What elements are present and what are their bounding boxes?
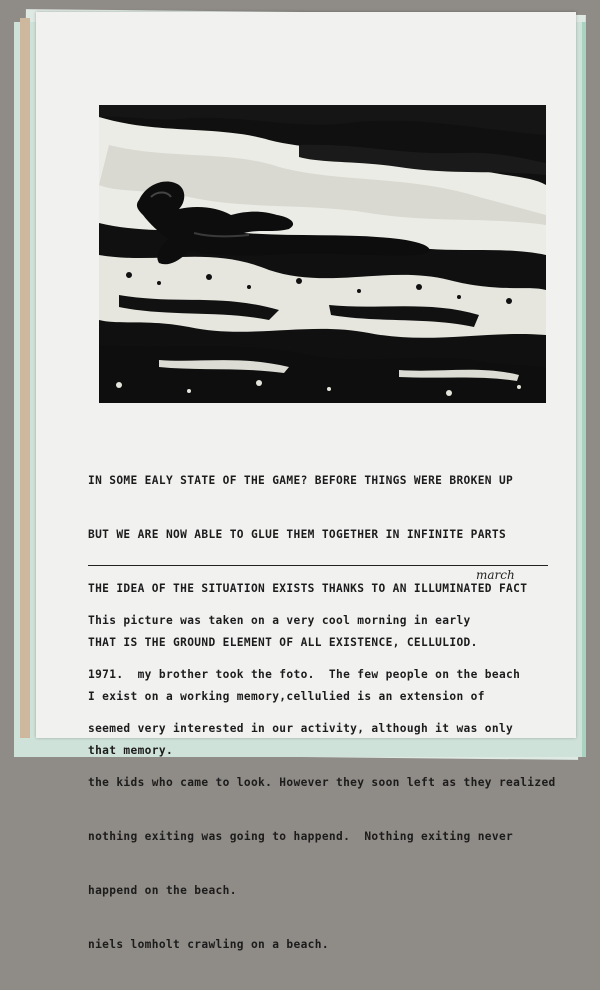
caption-line: that memory. — [88, 744, 174, 757]
photo-image — [99, 105, 546, 403]
photocopied-beach-photo — [99, 105, 546, 403]
caption-line: THE IDEA OF THE SITUATION EXISTS THANKS TO AN ILLUMINATED FACT — [88, 582, 528, 595]
handwritten-correction: march — [476, 568, 515, 582]
caption-line: BUT WE ARE NOW ABLE TO GLUE THEM TOGETHER IN INFINITE PARTS — [88, 528, 507, 541]
story-line: the kids who came to look. However they soon left as they realized — [88, 776, 556, 789]
story-line: niels lomholt crawling on a beach. — [88, 938, 329, 951]
typed-story-block — [88, 576, 558, 990]
story-line: 1971. my brother took the foto. The few people on the beach — [88, 668, 521, 681]
paper-page — [36, 12, 576, 951]
caption-line: THAT IS THE GROUND ELEMENT OF ALL EXISTENCE, CELLULIOD. — [88, 636, 478, 649]
story-line: nothing exiting was going to happend. Nothing exiting never — [88, 830, 514, 843]
divider-line — [88, 565, 548, 566]
caption-line: IN SOME EALY STATE OF THE GAME? BEFORE THINGS WERE BROKEN UP — [88, 474, 514, 487]
story-line: seemed very interested in our activity, although it was only — [88, 722, 514, 735]
story-line: happend on the beach. — [88, 884, 237, 897]
caption-line: I exist on a working memory,cellulied is an extension of — [88, 690, 485, 703]
story-line: This picture was taken on a very cool morning in early — [88, 614, 471, 627]
back-sheet-edge — [20, 18, 30, 738]
